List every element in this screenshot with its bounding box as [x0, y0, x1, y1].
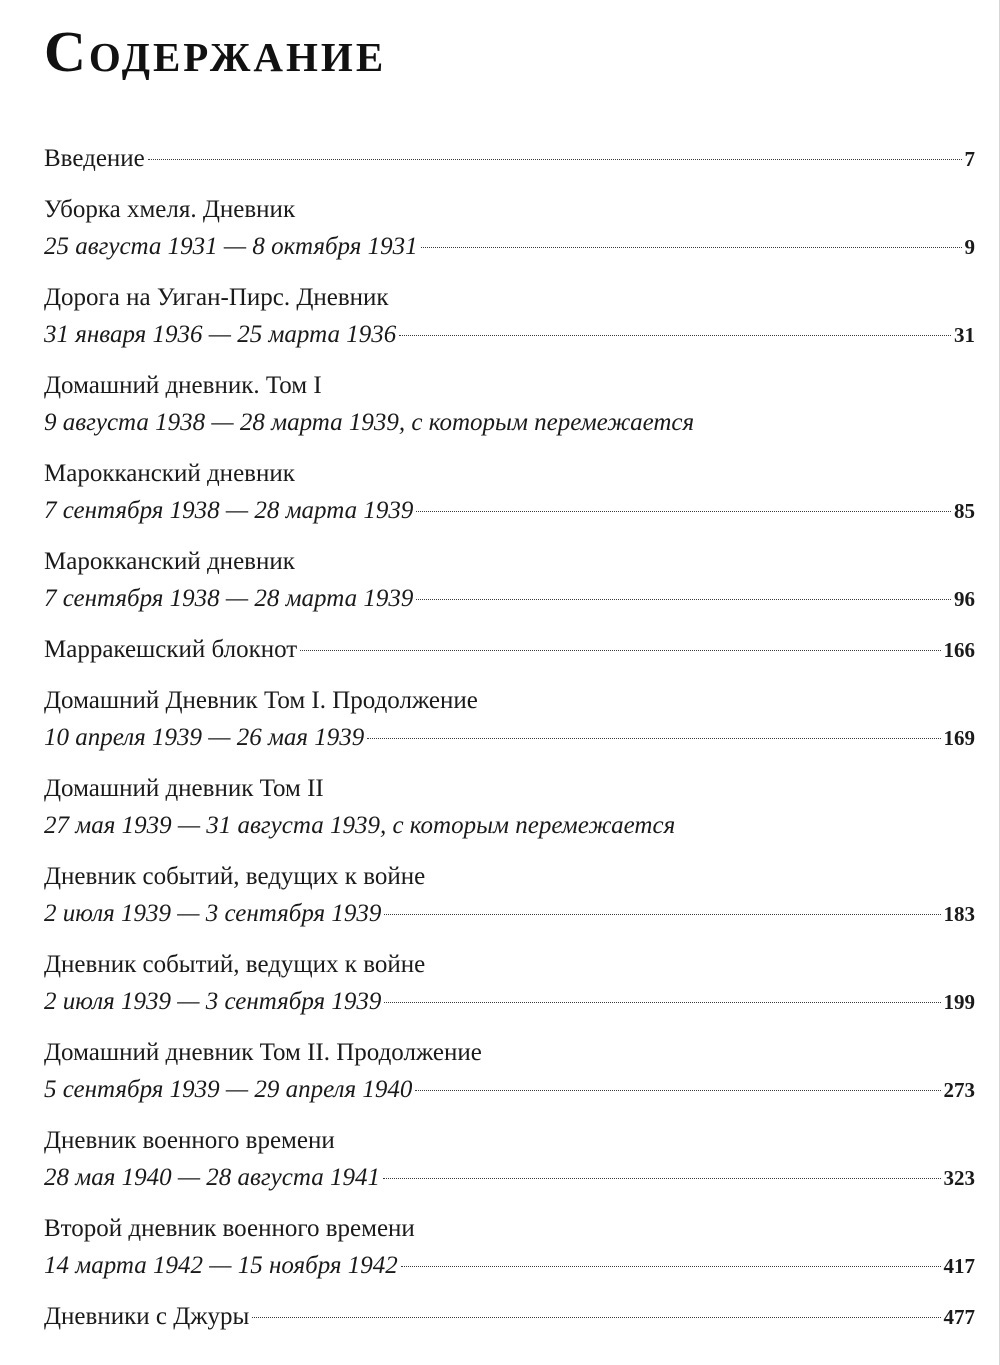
toc-entry-title: Уборка хмеля. Дневник — [44, 196, 296, 223]
toc-entry-dates-line — [44, 1071, 975, 1108]
toc-entry-dates-line — [44, 807, 975, 844]
dot-leader — [416, 511, 951, 512]
toc-entry-dates-line — [44, 228, 975, 265]
toc-entry-title: Дорога на Уиган-Пирс. Дневник — [44, 284, 389, 311]
toc-entry-title-line — [44, 140, 975, 177]
dot-leader — [416, 599, 951, 600]
toc-entry[interactable] — [44, 367, 975, 441]
toc-entry[interactable] — [44, 140, 975, 177]
toc-entry-page-number: 273 — [943, 1078, 975, 1102]
dot-leader — [415, 1090, 940, 1091]
toc-entry-title: Домашний дневник. Том I — [44, 372, 322, 399]
toc-entry-dates: 27 мая 1939 — 31 августа 1939, с которым перемежается — [44, 812, 676, 839]
toc-entry[interactable] — [44, 858, 975, 932]
toc-entry-title: Марокканский дневник — [44, 460, 295, 487]
toc-entry[interactable] — [44, 631, 975, 668]
toc-entry-page-number: 9 — [964, 235, 975, 259]
toc-entry-title: Домашний Дневник Том I. Продолжение — [44, 687, 478, 714]
toc-entry-title-line — [44, 682, 975, 719]
dot-leader — [384, 1002, 940, 1003]
toc-entry-title: Введение — [44, 145, 145, 172]
toc-entry[interactable] — [44, 1210, 975, 1284]
toc-entry-dates: 10 апреля 1939 — 26 мая 1939 — [44, 724, 365, 751]
table-of-contents — [44, 140, 975, 1349]
dot-leader — [421, 247, 962, 248]
toc-entry[interactable] — [44, 770, 975, 844]
toc-entry-title-line — [44, 543, 975, 580]
toc-entry-title: Дневники с Джуры — [44, 1303, 250, 1330]
toc-entry-title: Домашний дневник Том II. Продолжение — [44, 1039, 482, 1066]
toc-entry-title: Домашний дневник Том II — [44, 775, 324, 802]
toc-entry-title-line — [44, 1298, 975, 1335]
dot-leader — [148, 159, 962, 160]
toc-entry[interactable] — [44, 682, 975, 756]
toc-entry-dates-line — [44, 492, 975, 529]
toc-entry-dates: 9 августа 1938 — 28 марта 1939, с которым перемежается — [44, 409, 695, 436]
dot-leader — [252, 1317, 940, 1318]
toc-entry-title-line — [44, 946, 975, 983]
toc-entry-page-number: 166 — [943, 638, 975, 662]
toc-entry-title-line — [44, 1210, 975, 1247]
toc-entry-dates-line — [44, 580, 975, 617]
toc-entry-title-line — [44, 367, 975, 404]
toc-entry-dates: 2 июля 1939 — 3 сентября 1939 — [44, 900, 382, 927]
toc-entry-page-number: 199 — [943, 990, 975, 1014]
toc-entry-title: Второй дневник военного времени — [44, 1215, 415, 1242]
toc-entry-dates: 25 августа 1931 — 8 октября 1931 — [44, 233, 418, 260]
toc-entry[interactable] — [44, 455, 975, 529]
toc-entry-page-number: 169 — [943, 726, 975, 750]
toc-entry-title-line — [44, 770, 975, 807]
toc-entry-page-number: 183 — [943, 902, 975, 926]
toc-entry-title: Марракешский блокнот — [44, 636, 298, 663]
toc-entry-dates: 2 июля 1939 — 3 сентября 1939 — [44, 988, 382, 1015]
toc-entry[interactable] — [44, 1034, 975, 1108]
toc-entry-title-line — [44, 279, 975, 316]
toc-entry-page-number: 7 — [964, 147, 975, 171]
toc-entry-page-number: 96 — [954, 587, 975, 611]
toc-entry-page-number: 477 — [943, 1305, 975, 1329]
toc-entry[interactable] — [44, 279, 975, 353]
toc-entry[interactable] — [44, 1298, 975, 1335]
toc-entry-title-line — [44, 858, 975, 895]
toc-entry-title: Дневник военного времени — [44, 1127, 335, 1154]
toc-entry-dates-line — [44, 895, 975, 932]
toc-entry-dates-line — [44, 1159, 975, 1196]
toc-entry[interactable] — [44, 946, 975, 1020]
toc-entry-title-line — [44, 631, 975, 668]
dot-leader — [401, 1266, 941, 1267]
toc-entry-dates: 28 мая 1940 — 28 августа 1941 — [44, 1164, 380, 1191]
dot-leader — [384, 914, 940, 915]
toc-entry-title: Дневник событий, ведущих к войне — [44, 863, 426, 890]
toc-entry-dates: 7 сентября 1938 — 28 марта 1939 — [44, 585, 414, 612]
toc-entry-dates-line — [44, 1247, 975, 1284]
toc-entry[interactable] — [44, 191, 975, 265]
page-title: Содержание — [44, 19, 387, 84]
toc-entry-dates-line — [44, 719, 975, 756]
toc-entry-page-number: 417 — [943, 1254, 975, 1278]
toc-entry-dates-line — [44, 404, 975, 441]
toc-entry-dates-line — [44, 983, 975, 1020]
toc-entry-title-line — [44, 1122, 975, 1159]
toc-entry[interactable] — [44, 543, 975, 617]
dot-leader — [300, 650, 940, 651]
toc-entry-dates: 5 сентября 1939 — 29 апреля 1940 — [44, 1076, 413, 1103]
toc-entry-dates: 7 сентября 1938 — 28 марта 1939 — [44, 497, 414, 524]
toc-entry-title-line — [44, 191, 975, 228]
toc-entry-title-line — [44, 455, 975, 492]
toc-entry-page-number: 31 — [954, 323, 975, 347]
dot-leader — [367, 738, 940, 739]
dot-leader — [383, 1178, 941, 1179]
dot-leader — [399, 335, 951, 336]
toc-entry-page-number: 85 — [954, 499, 975, 523]
toc-entry-title: Марокканский дневник — [44, 548, 295, 575]
toc-entry-dates-line — [44, 316, 975, 353]
toc-entry-title: Дневник событий, ведущих к войне — [44, 951, 426, 978]
toc-entry-page-number: 323 — [943, 1166, 975, 1190]
toc-entry-dates: 31 января 1936 — 25 марта 1936 — [44, 321, 397, 348]
toc-entry[interactable] — [44, 1122, 975, 1196]
toc-entry-title-line — [44, 1034, 975, 1071]
toc-entry-dates: 14 марта 1942 — 15 ноября 1942 — [44, 1252, 398, 1279]
